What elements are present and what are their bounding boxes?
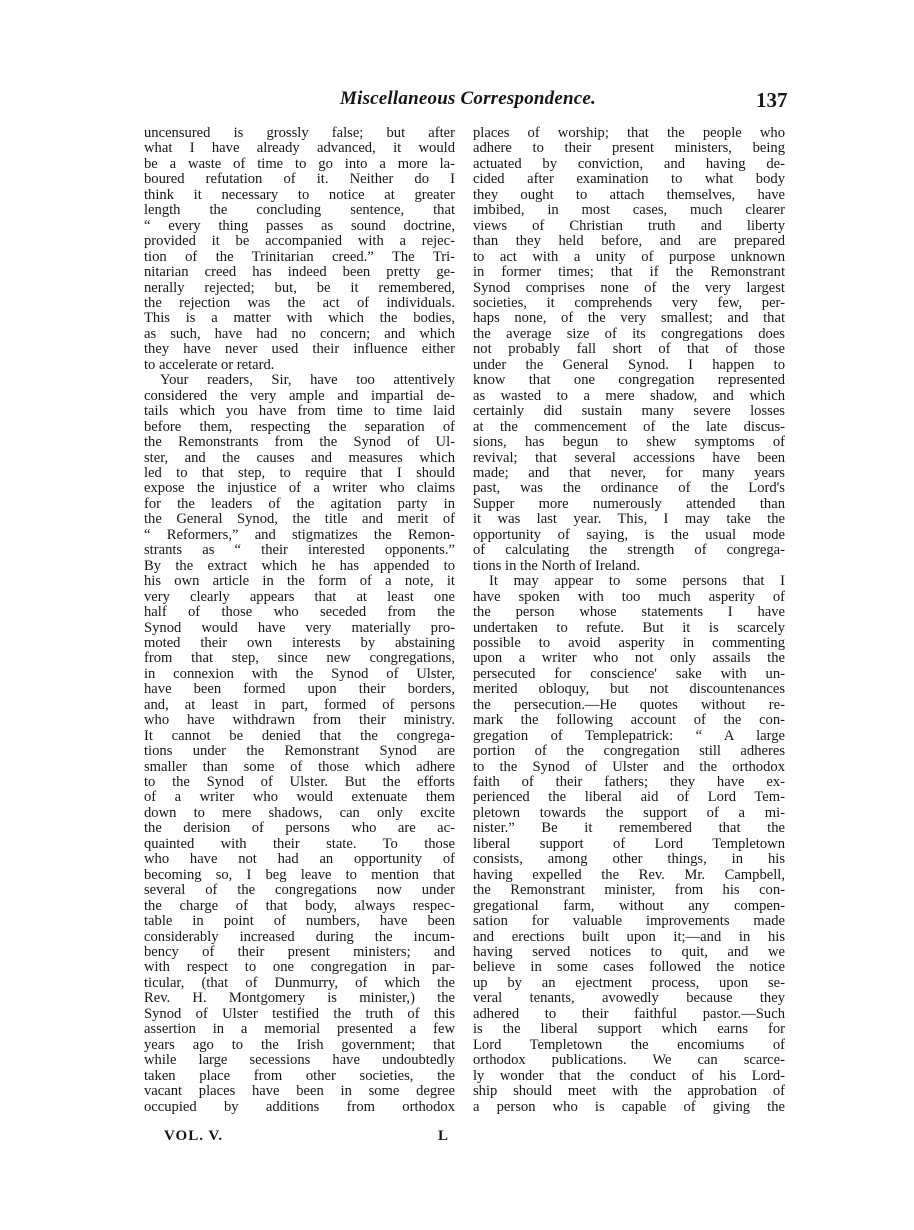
text-line: By the extract which he has appended to: [144, 557, 455, 574]
text-line: it was last year. This, I may take the: [473, 511, 785, 528]
text-line: pletown towards the support of a mi-: [473, 804, 785, 821]
text-line: very clearly appears that at least one: [144, 588, 455, 605]
text-line: before them, respecting the separation of: [144, 418, 455, 435]
text-line: of a writer who would extenuate them: [144, 789, 455, 806]
text-line: orthodox publications. We can scarce-: [473, 1052, 785, 1069]
text-line: having expelled the Rev. Mr. Campbell,: [473, 866, 785, 883]
text-line: undertaken to refute. But it is scarcely: [473, 619, 785, 636]
text-line: societies, it comprehends very few, per-: [473, 294, 785, 311]
text-line: years ago to the Irish government; that: [144, 1036, 455, 1053]
page-footer: [0, 1128, 914, 1148]
text-line: the person whose statements I have: [473, 604, 785, 621]
text-line: is the liberal support which earns for: [473, 1021, 785, 1038]
text-line: consists, among other things, in his: [473, 851, 785, 868]
text-line: the persecution.—He quotes without re-: [473, 696, 785, 713]
text-line: moted their own interests by abstaining: [144, 634, 455, 651]
text-line: actuated by conviction, and having de-: [473, 155, 785, 172]
text-line: as wasted to a mere shadow, and which: [473, 387, 785, 404]
text-line: haps none, of the very smallest; and that: [473, 310, 785, 327]
text-line: the Remonstrant minister, from his con-: [473, 882, 785, 899]
text-line: who have withdrawn from their ministry.: [144, 712, 455, 729]
text-line: Synod of Ulster testified the truth of this: [144, 1005, 455, 1022]
text-line: the Remonstrants from the Synod of Ul-: [144, 434, 455, 451]
text-line: what I have already advanced, it would: [144, 140, 455, 157]
text-line: assertion in a memorial presented a few: [144, 1021, 455, 1038]
text-line: “ every thing passes as sound doctrine,: [144, 217, 455, 234]
text-line: the rejection was the act of individuals.: [144, 294, 455, 311]
text-line: the derision of persons who are ac-: [144, 820, 455, 837]
text-line: with respect to one congregation in par-: [144, 959, 455, 976]
text-line: certainly did sustain many severe losses: [473, 403, 785, 420]
text-line: “ Reformers,” and stigmatizes the Remon-: [144, 526, 455, 543]
text-line: a person who is capable of giving the: [473, 1098, 785, 1115]
text-line: for the leaders of the agitation party in: [144, 495, 455, 512]
text-line: taken place from other societies, the: [144, 1067, 455, 1084]
text-line: bency of their present ministers; and: [144, 944, 455, 961]
text-line: Lord Templetown the encomiums of: [473, 1036, 785, 1053]
text-line: It cannot be denied that the congrega-: [144, 727, 455, 744]
text-line: down to mere shadows, can only excite: [144, 804, 455, 821]
text-line: as such, have had no concern; and which: [144, 325, 455, 342]
text-line: who have not had an opportunity of: [144, 851, 455, 868]
volume-label: VOL. V.: [164, 1128, 224, 1144]
text-line: boured refutation of it. Neither do I: [144, 171, 455, 188]
text-line: strants as “ their interested opponents.”: [144, 542, 455, 559]
right-text-column: [473, 126, 785, 1115]
text-line: gregation of Templepatrick: “ A large: [473, 727, 785, 744]
text-line: led to that step, to require that I should: [144, 464, 455, 481]
text-line: not probably fall short of that of those: [473, 341, 785, 358]
text-line: sions, has begun to shew symptoms of: [473, 434, 785, 451]
text-line: nister.” Be it remembered that the: [473, 820, 785, 837]
text-line: gregational farm, without any compen-: [473, 897, 785, 914]
text-line: ship should meet with the approbation of: [473, 1083, 785, 1100]
text-line: considered the very ample and impartial de-: [144, 387, 455, 404]
text-line: upon a writer who not only assails the: [473, 650, 785, 667]
text-line: and erections built upon it;—and in his: [473, 928, 785, 945]
text-line: provided it be accompanied with a rejec-: [144, 233, 455, 250]
text-line: and, at least in part, formed of persons: [144, 696, 455, 713]
text-line: becoming so, I beg leave to mention that: [144, 866, 455, 883]
text-line: past, was the ordinance of the Lord's: [473, 480, 785, 497]
text-line: have been formed upon their borders,: [144, 681, 455, 698]
left-text-column: [144, 126, 455, 1115]
text-line: tails which you have from time to time laid: [144, 403, 455, 420]
text-line: places of worship; that the people who: [473, 125, 785, 141]
text-line: expose the injustice of a writer who claims: [144, 480, 455, 497]
text-line: vacant places have been in some degree: [144, 1083, 455, 1100]
text-line: half of those who seceded from the: [144, 604, 455, 621]
text-line: nerally rejected; but, be it remembered,: [144, 279, 455, 296]
text-line: while large secessions have undoubtedly: [144, 1052, 455, 1069]
text-line: under the General Synod. I happen to: [473, 356, 785, 373]
text-line: than they held before, and are prepared: [473, 233, 785, 250]
text-line: views of Christian truth and liberty: [473, 217, 785, 234]
text-line: perienced the liberal aid of Lord Tem-: [473, 789, 785, 806]
text-line: know that one congregation represented: [473, 372, 785, 389]
text-line: sation for valuable improvements made: [473, 913, 785, 930]
text-line: his own article in the form of a note, it: [144, 573, 455, 590]
text-line: considerably increased during the incum-: [144, 928, 455, 945]
text-line: cided after examination to what body: [473, 171, 785, 188]
text-line: table in point of numbers, have been: [144, 913, 455, 930]
text-line: tion of the Trinitarian creed.” The Tri-: [144, 248, 455, 265]
text-line: be a waste of time to go into a more la-: [144, 155, 455, 172]
running-title: Miscellaneous Correspondence.: [340, 88, 596, 109]
text-line: tions in the North of Ireland.: [473, 557, 640, 574]
text-line: length the concluding sentence, that: [144, 202, 455, 219]
text-line: Synod would have very materially pro-: [144, 619, 455, 636]
text-line: revival; that several accessions have been: [473, 449, 785, 466]
text-line: adhere to their present ministers, being: [473, 140, 785, 157]
text-line: Supper more numerously attended than: [473, 495, 785, 512]
text-line: in former times; that if the Remonstrant: [473, 264, 785, 281]
text-line: mark the following account of the con-: [473, 712, 785, 729]
text-line: believe in some cases followed the notice: [473, 959, 785, 976]
text-line: the General Synod, the title and merit of: [144, 511, 455, 528]
text-line: the average size of its congregations does: [473, 325, 785, 342]
text-line: opportunity of saying, is the usual mode: [473, 526, 785, 543]
text-line: Your readers, Sir, have too attentively: [160, 372, 455, 389]
text-line: adhered to their faithful pastor.—Such: [473, 1005, 785, 1022]
text-line: to the Synod of Ulster and the orthodox: [473, 758, 785, 775]
text-line: ster, and the causes and measures which: [144, 449, 455, 466]
text-line: occupied by additions from orthodox: [144, 1098, 455, 1115]
text-line: It may appear to some persons that I: [489, 573, 785, 590]
text-line: have spoken with too much asperity of: [473, 588, 785, 605]
text-line: several of the congregations now under: [144, 882, 455, 899]
text-line: smaller than some of those which adhere: [144, 758, 455, 775]
text-line: up by an ejectment process, upon se-: [473, 974, 785, 991]
text-line: of calculating the strength of congrega-: [473, 542, 785, 559]
text-line: to accelerate or retard.: [144, 356, 275, 373]
text-line: they ought to attach themselves, have: [473, 186, 785, 203]
text-line: ly wonder that the conduct of his Lord-: [473, 1067, 785, 1084]
text-line: liberal support of Lord Templetown: [473, 835, 785, 852]
text-line: tions under the Remonstrant Synod are: [144, 743, 455, 760]
text-line: merited obloquy, but not discountenances: [473, 681, 785, 698]
text-line: possible to avoid asperity in commenting: [473, 634, 785, 651]
text-line: think it necessary to notice at greater: [144, 186, 455, 203]
text-line: having served notices to quit, and we: [473, 944, 785, 961]
text-line: portion of the congregation still adheres: [473, 743, 785, 760]
text-line: to act with a unity of purpose unknown: [473, 248, 785, 265]
text-line: quainted with their state. To those: [144, 835, 455, 852]
text-line: persecuted for conscience' sake with un-: [473, 665, 785, 682]
text-line: they have never used their influence either: [144, 341, 455, 358]
text-line: ticular, (that of Dunmurry, of which the: [144, 974, 455, 991]
text-line: imbibed, in most cases, much clearer: [473, 202, 785, 219]
signature-mark: L: [438, 1128, 449, 1144]
text-line: made; and that never, for many years: [473, 464, 785, 481]
text-line: nitarian creed has indeed been pretty ge-: [144, 264, 455, 281]
text-line: from that step, since new congregations,: [144, 650, 455, 667]
text-line: uncensured is grossly false; but after: [144, 125, 455, 141]
text-line: faith of their fathers; they have ex-: [473, 774, 785, 791]
text-line: This is a matter with which the bodies,: [144, 310, 455, 327]
text-line: Synod comprises none of the very largest: [473, 279, 785, 296]
text-line: the charge of that body, always respec-: [144, 897, 455, 914]
text-line: to the Synod of Ulster. But the efforts: [144, 774, 455, 791]
text-line: at the commencement of the late discus-: [473, 418, 785, 435]
page-number: 137: [756, 88, 788, 112]
text-line: veral tenants, avowedly because they: [473, 990, 785, 1007]
text-line: Rev. H. Montgomery is minister,) the: [144, 990, 455, 1007]
text-line: in connexion with the Synod of Ulster,: [144, 665, 455, 682]
page-header: [0, 88, 914, 112]
